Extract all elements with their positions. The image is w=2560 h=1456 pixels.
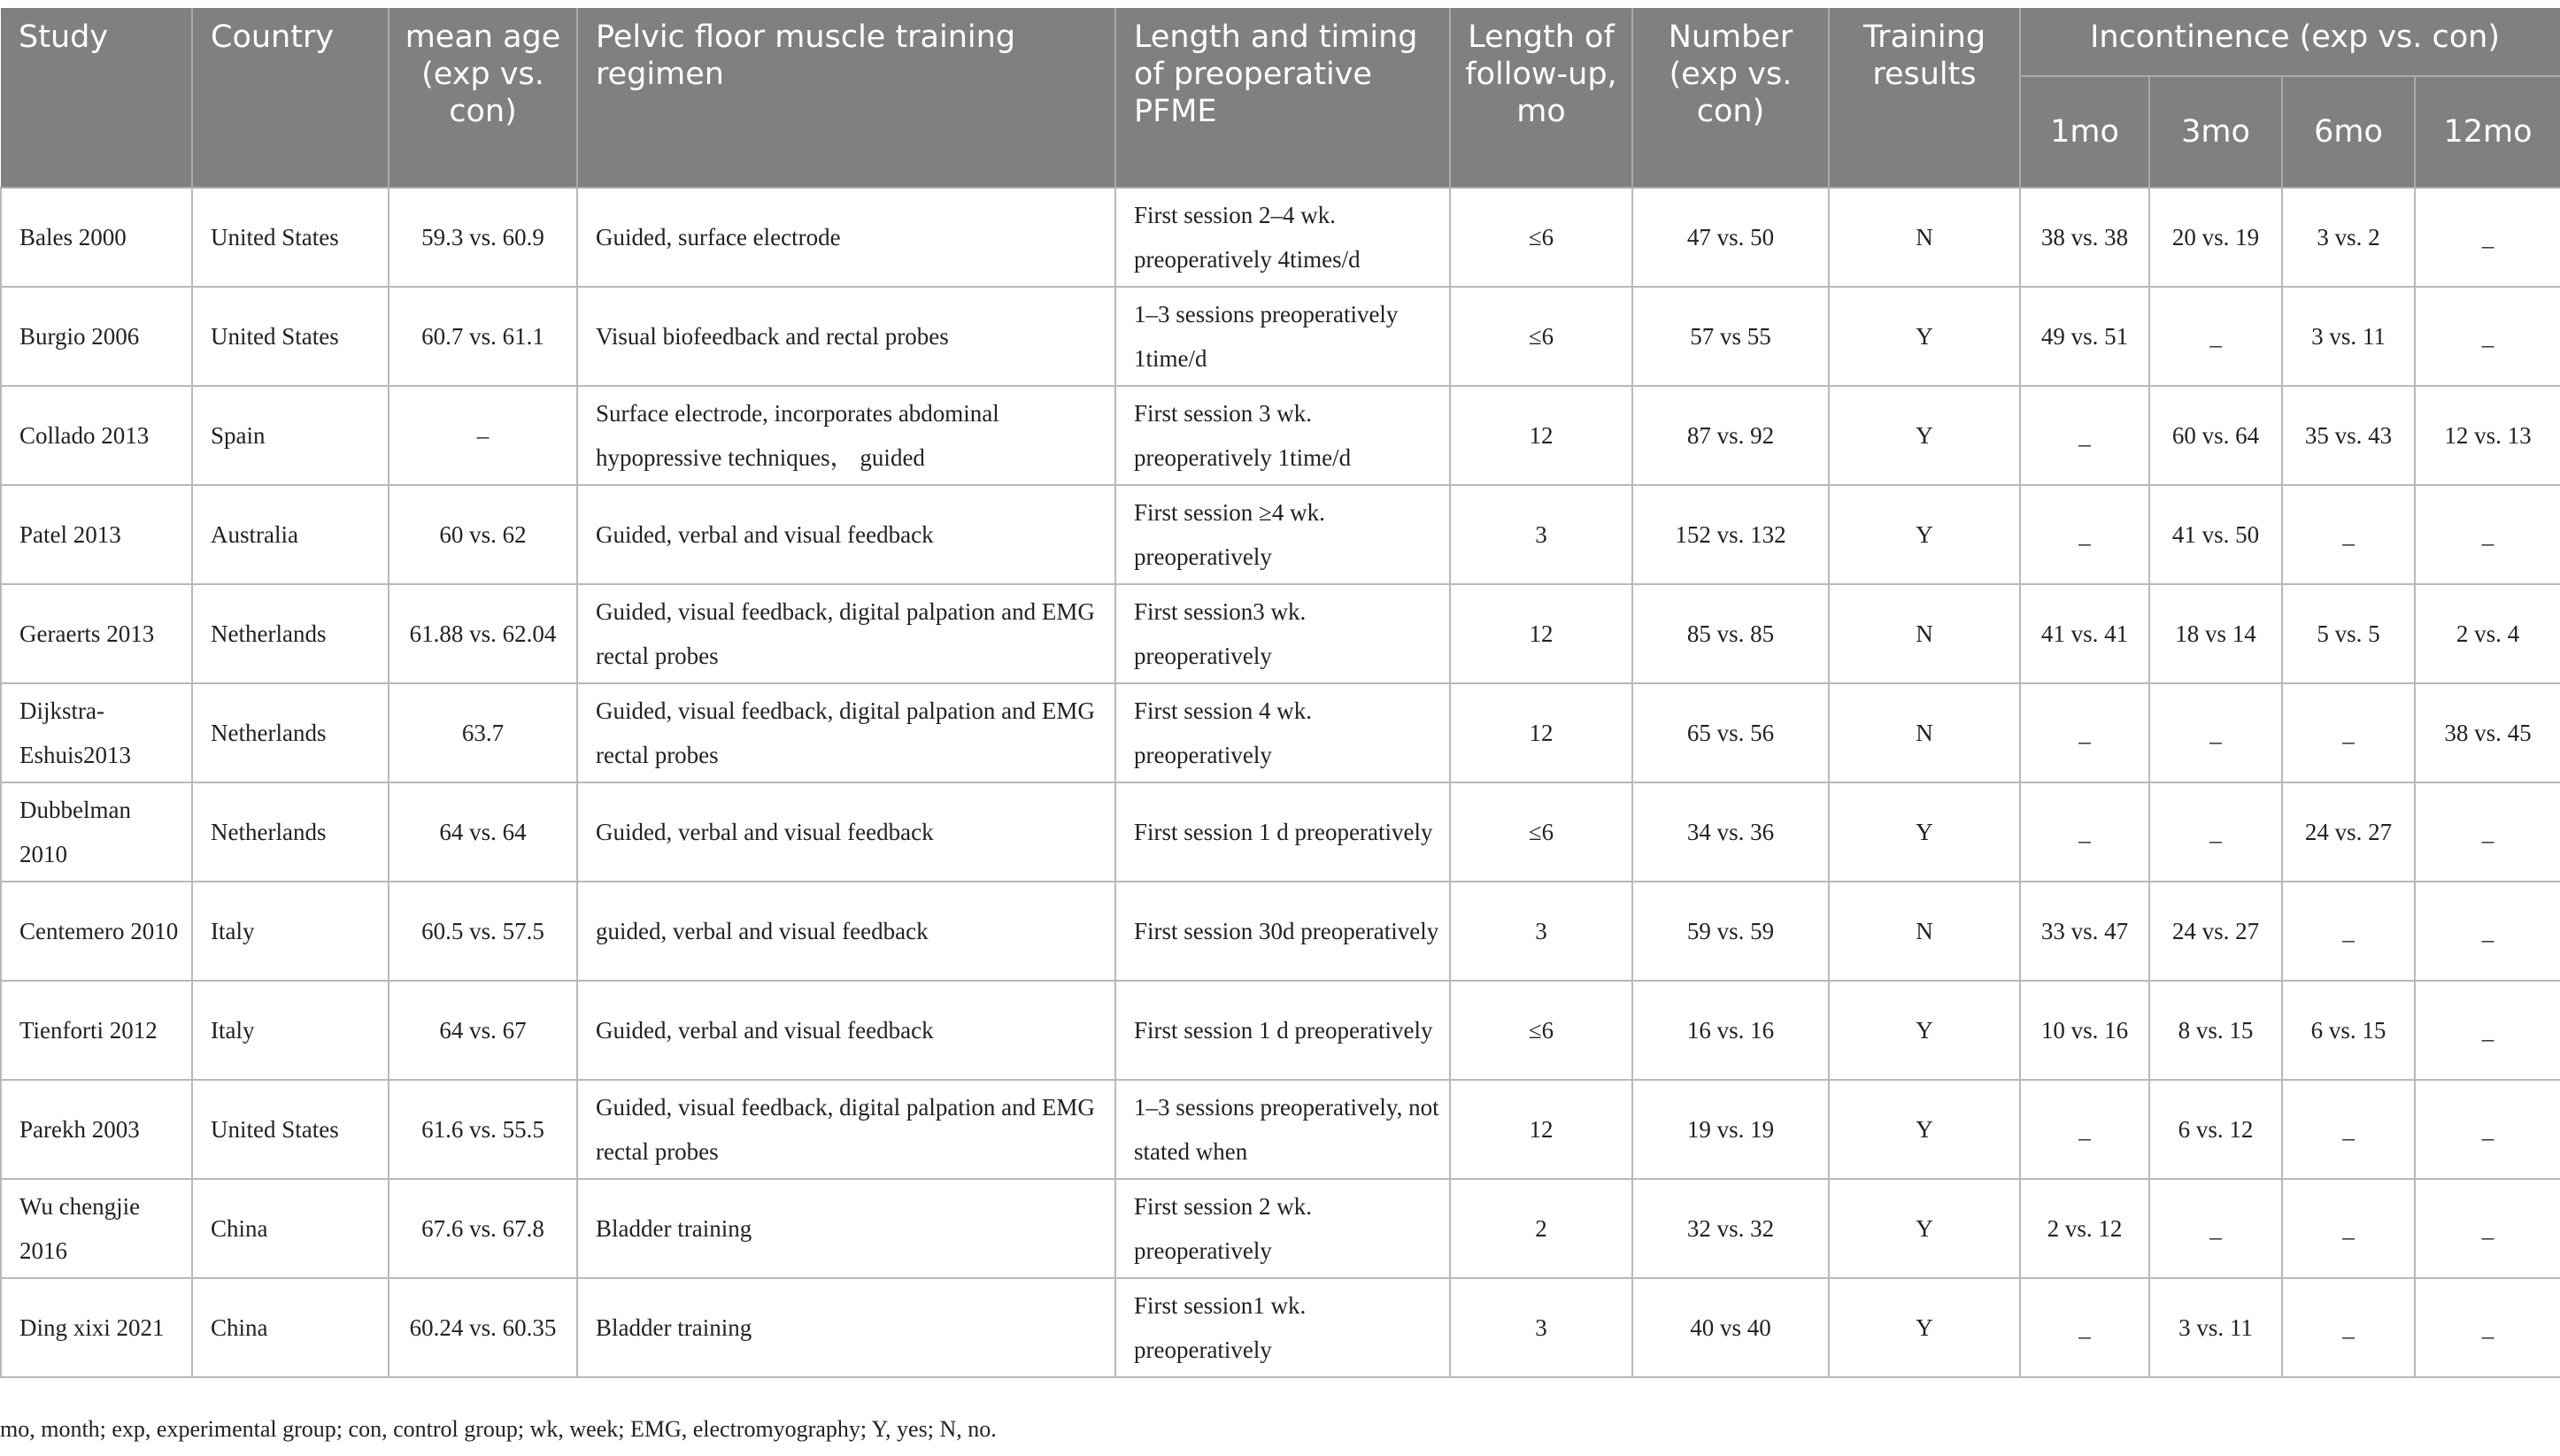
header-incontinence: Incontinence (exp vs. con) xyxy=(2020,8,2560,76)
table-row xyxy=(1,584,2560,683)
cell-number: 32 vs. 32 xyxy=(1632,1179,1829,1278)
cell-training-result: Y xyxy=(1829,981,2020,1080)
cell-incontinence-1mo: _ xyxy=(2020,386,2149,485)
cell-incontinence-3mo: _ xyxy=(2149,1179,2282,1278)
cell-incontinence-12mo: _ xyxy=(2415,485,2560,584)
header-1mo: 1mo xyxy=(2020,76,2149,188)
cell-incontinence-3mo: 20 vs. 19 xyxy=(2149,188,2282,287)
cell-timing: First session1 wk. preoperatively xyxy=(1115,1278,1450,1377)
cell-incontinence-1mo: 49 vs. 51 xyxy=(2020,287,2149,386)
cell-followup: 12 xyxy=(1450,683,1632,782)
table-row xyxy=(1,1179,2560,1278)
cell-country: Netherlands xyxy=(192,683,389,782)
table-row xyxy=(1,287,2560,386)
cell-country: Italy xyxy=(192,882,389,981)
cell-number: 65 vs. 56 xyxy=(1632,683,1829,782)
cell-followup: 3 xyxy=(1450,485,1632,584)
cell-timing: 1–3 sessions preoperatively 1time/d xyxy=(1115,287,1450,386)
cell-mean-age: 60.24 vs. 60.35 xyxy=(389,1278,577,1377)
table-row xyxy=(1,485,2560,584)
cell-mean-age: 64 vs. 64 xyxy=(389,782,577,882)
cell-timing: First session 30d preoperatively xyxy=(1115,882,1450,981)
cell-regimen: Guided, surface electrode xyxy=(577,188,1115,287)
cell-incontinence-3mo: 24 vs. 27 xyxy=(2149,882,2282,981)
cell-country: Australia xyxy=(192,485,389,584)
cell-training-result: Y xyxy=(1829,386,2020,485)
cell-incontinence-6mo: 35 vs. 43 xyxy=(2282,386,2415,485)
cell-training-result: Y xyxy=(1829,1080,2020,1179)
cell-number: 85 vs. 85 xyxy=(1632,584,1829,683)
cell-incontinence-12mo: _ xyxy=(2415,1080,2560,1179)
cell-timing: First session 2–4 wk. preoperatively 4times/d xyxy=(1115,188,1450,287)
cell-followup: 12 xyxy=(1450,584,1632,683)
cell-timing: First session 4 wk. preoperatively xyxy=(1115,683,1450,782)
cell-timing: First session ≥4 wk. preoperatively xyxy=(1115,485,1450,584)
cell-incontinence-6mo: _ xyxy=(2282,485,2415,584)
cell-country: Netherlands xyxy=(192,584,389,683)
table-row xyxy=(1,188,2560,287)
table-row xyxy=(1,882,2560,981)
cell-country: United States xyxy=(192,188,389,287)
cell-followup: 12 xyxy=(1450,1080,1632,1179)
cell-timing: First session 3 wk. preoperatively 1time/d xyxy=(1115,386,1450,485)
table-row xyxy=(1,981,2560,1080)
cell-country: China xyxy=(192,1278,389,1377)
cell-study: Dijkstra-Eshuis2013 xyxy=(1,683,192,782)
cell-incontinence-6mo: _ xyxy=(2282,1179,2415,1278)
cell-regimen: Guided, visual feedback, digital palpation and EMG rectal probes xyxy=(577,683,1115,782)
cell-incontinence-3mo: 3 vs. 11 xyxy=(2149,1278,2282,1377)
cell-country: Spain xyxy=(192,386,389,485)
cell-country: Netherlands xyxy=(192,782,389,882)
cell-incontinence-1mo: _ xyxy=(2020,683,2149,782)
cell-training-result: N xyxy=(1829,882,2020,981)
cell-incontinence-6mo: 24 vs. 27 xyxy=(2282,782,2415,882)
cell-study: Patel 2013 xyxy=(1,485,192,584)
cell-study: Tienforti 2012 xyxy=(1,981,192,1080)
cell-number: 16 vs. 16 xyxy=(1632,981,1829,1080)
cell-incontinence-12mo: _ xyxy=(2415,1179,2560,1278)
cell-training-result: Y xyxy=(1829,287,2020,386)
cell-country: United States xyxy=(192,287,389,386)
cell-number: 19 vs. 19 xyxy=(1632,1080,1829,1179)
cell-incontinence-6mo: _ xyxy=(2282,882,2415,981)
cell-incontinence-12mo: 12 vs. 13 xyxy=(2415,386,2560,485)
cell-training-result: Y xyxy=(1829,782,2020,882)
cell-incontinence-1mo: 38 vs. 38 xyxy=(2020,188,2149,287)
cell-training-result: Y xyxy=(1829,1179,2020,1278)
cell-incontinence-1mo: _ xyxy=(2020,1278,2149,1377)
header-training-results: Training results xyxy=(1829,8,2020,188)
cell-incontinence-6mo: _ xyxy=(2282,1080,2415,1179)
cell-incontinence-6mo: _ xyxy=(2282,1278,2415,1377)
cell-study: Centemero 2010 xyxy=(1,882,192,981)
cell-number: 47 vs. 50 xyxy=(1632,188,1829,287)
header-study: Study xyxy=(1,8,192,188)
header-3mo: 3mo xyxy=(2149,76,2282,188)
cell-followup: 2 xyxy=(1450,1179,1632,1278)
cell-study: Ding xixi 2021 xyxy=(1,1278,192,1377)
cell-incontinence-3mo: 8 vs. 15 xyxy=(2149,981,2282,1080)
header-regimen: Pelvic floor muscle training regimen xyxy=(577,8,1115,188)
header-mean-age: mean age (exp vs. con) xyxy=(389,8,577,188)
cell-country: United States xyxy=(192,1080,389,1179)
cell-timing: First session 1 d preoperatively xyxy=(1115,782,1450,882)
cell-number: 40 vs 40 xyxy=(1632,1278,1829,1377)
cell-followup: ≤6 xyxy=(1450,981,1632,1080)
cell-training-result: N xyxy=(1829,683,2020,782)
cell-mean-age: 61.88 vs. 62.04 xyxy=(389,584,577,683)
cell-followup: 3 xyxy=(1450,1278,1632,1377)
cell-incontinence-1mo: _ xyxy=(2020,1080,2149,1179)
cell-incontinence-6mo: 3 vs. 2 xyxy=(2282,188,2415,287)
cell-incontinence-3mo: 18 vs 14 xyxy=(2149,584,2282,683)
cell-study: Bales 2000 xyxy=(1,188,192,287)
cell-regimen: Surface electrode, incorporates abdominal hypopressive techniques， guided xyxy=(577,386,1115,485)
header-timing: Length and timing of preoperative PFME xyxy=(1115,8,1450,188)
cell-incontinence-3mo: 6 vs. 12 xyxy=(2149,1080,2282,1179)
cell-mean-age: 64 vs. 67 xyxy=(389,981,577,1080)
cell-incontinence-6mo: _ xyxy=(2282,683,2415,782)
cell-training-result: N xyxy=(1829,584,2020,683)
cell-followup: ≤6 xyxy=(1450,188,1632,287)
cell-incontinence-12mo: _ xyxy=(2415,287,2560,386)
cell-study: Collado 2013 xyxy=(1,386,192,485)
cell-training-result: Y xyxy=(1829,1278,2020,1377)
cell-regimen: Guided, verbal and visual feedback xyxy=(577,782,1115,882)
cell-incontinence-6mo: 5 vs. 5 xyxy=(2282,584,2415,683)
cell-regimen: Guided, visual feedback, digital palpation and EMG rectal probes xyxy=(577,1080,1115,1179)
cell-training-result: N xyxy=(1829,188,2020,287)
header-country: Country xyxy=(192,8,389,188)
cell-followup: 12 xyxy=(1450,386,1632,485)
cell-mean-age: 59.3 vs. 60.9 xyxy=(389,188,577,287)
cell-incontinence-3mo: 41 vs. 50 xyxy=(2149,485,2282,584)
cell-country: China xyxy=(192,1179,389,1278)
footnote: mo, month; exp, experimental group; con, control group; wk, week; EMG, electromyography; Y, yes; N, no. xyxy=(0,1416,997,1442)
studies-table xyxy=(0,8,2560,1378)
cell-mean-age: 61.6 vs. 55.5 xyxy=(389,1080,577,1179)
cell-number: 34 vs. 36 xyxy=(1632,782,1829,882)
cell-regimen: Guided, visual feedback, digital palpation and EMG rectal probes xyxy=(577,584,1115,683)
cell-mean-age: 60.5 vs. 57.5 xyxy=(389,882,577,981)
cell-regimen: Guided, verbal and visual feedback xyxy=(577,981,1115,1080)
cell-incontinence-1mo: _ xyxy=(2020,485,2149,584)
cell-regimen: Bladder training xyxy=(577,1179,1115,1278)
cell-study: Wu chengjie 2016 xyxy=(1,1179,192,1278)
table-row xyxy=(1,1080,2560,1179)
cell-number: 57 vs 55 xyxy=(1632,287,1829,386)
cell-mean-age: 60.7 vs. 61.1 xyxy=(389,287,577,386)
cell-mean-age: 60 vs. 62 xyxy=(389,485,577,584)
cell-regimen: guided, verbal and visual feedback xyxy=(577,882,1115,981)
header-number: Number (exp vs. con) xyxy=(1632,8,1829,188)
cell-incontinence-12mo: _ xyxy=(2415,1278,2560,1377)
cell-country: Italy xyxy=(192,981,389,1080)
cell-incontinence-3mo: _ xyxy=(2149,782,2282,882)
cell-followup: ≤6 xyxy=(1450,287,1632,386)
cell-incontinence-12mo: _ xyxy=(2415,782,2560,882)
cell-study: Burgio 2006 xyxy=(1,287,192,386)
cell-timing: First session 1 d preoperatively xyxy=(1115,981,1450,1080)
cell-incontinence-12mo: _ xyxy=(2415,981,2560,1080)
cell-followup: ≤6 xyxy=(1450,782,1632,882)
cell-timing: First session 2 wk. preoperatively xyxy=(1115,1179,1450,1278)
cell-incontinence-1mo: 41 vs. 41 xyxy=(2020,584,2149,683)
cell-incontinence-1mo: 2 vs. 12 xyxy=(2020,1179,2149,1278)
cell-study: Dubbelman 2010 xyxy=(1,782,192,882)
cell-study: Parekh 2003 xyxy=(1,1080,192,1179)
cell-incontinence-1mo: 10 vs. 16 xyxy=(2020,981,2149,1080)
cell-study: Geraerts 2013 xyxy=(1,584,192,683)
cell-incontinence-6mo: 3 vs. 11 xyxy=(2282,287,2415,386)
cell-incontinence-12mo: 38 vs. 45 xyxy=(2415,683,2560,782)
cell-incontinence-3mo: _ xyxy=(2149,287,2282,386)
cell-timing: 1–3 sessions preoperatively, not stated when xyxy=(1115,1080,1450,1179)
header-12mo: 12mo xyxy=(2415,76,2560,188)
cell-incontinence-1mo: _ xyxy=(2020,782,2149,882)
cell-mean-age: 67.6 vs. 67.8 xyxy=(389,1179,577,1278)
table-body xyxy=(1,188,2560,1377)
cell-incontinence-3mo: _ xyxy=(2149,683,2282,782)
table-row xyxy=(1,782,2560,882)
header-followup: Length of follow-up, mo xyxy=(1450,8,1632,188)
cell-incontinence-1mo: 33 vs. 47 xyxy=(2020,882,2149,981)
cell-number: 59 vs. 59 xyxy=(1632,882,1829,981)
cell-followup: 3 xyxy=(1450,882,1632,981)
cell-mean-age: – xyxy=(389,386,577,485)
header-6mo: 6mo xyxy=(2282,76,2415,188)
cell-training-result: Y xyxy=(1829,485,2020,584)
cell-number: 152 vs. 132 xyxy=(1632,485,1829,584)
cell-incontinence-12mo: 2 vs. 4 xyxy=(2415,584,2560,683)
cell-regimen: Bladder training xyxy=(577,1278,1115,1377)
cell-incontinence-3mo: 60 vs. 64 xyxy=(2149,386,2282,485)
table-row xyxy=(1,683,2560,782)
cell-incontinence-12mo: _ xyxy=(2415,188,2560,287)
cell-number: 87 vs. 92 xyxy=(1632,386,1829,485)
cell-mean-age: 63.7 xyxy=(389,683,577,782)
table-row xyxy=(1,1278,2560,1377)
cell-incontinence-12mo: _ xyxy=(2415,882,2560,981)
table-row xyxy=(1,386,2560,485)
cell-regimen: Visual biofeedback and rectal probes xyxy=(577,287,1115,386)
cell-regimen: Guided, verbal and visual feedback xyxy=(577,485,1115,584)
cell-timing: First session3 wk. preoperatively xyxy=(1115,584,1450,683)
table-header xyxy=(1,8,2560,188)
cell-incontinence-6mo: 6 vs. 15 xyxy=(2282,981,2415,1080)
